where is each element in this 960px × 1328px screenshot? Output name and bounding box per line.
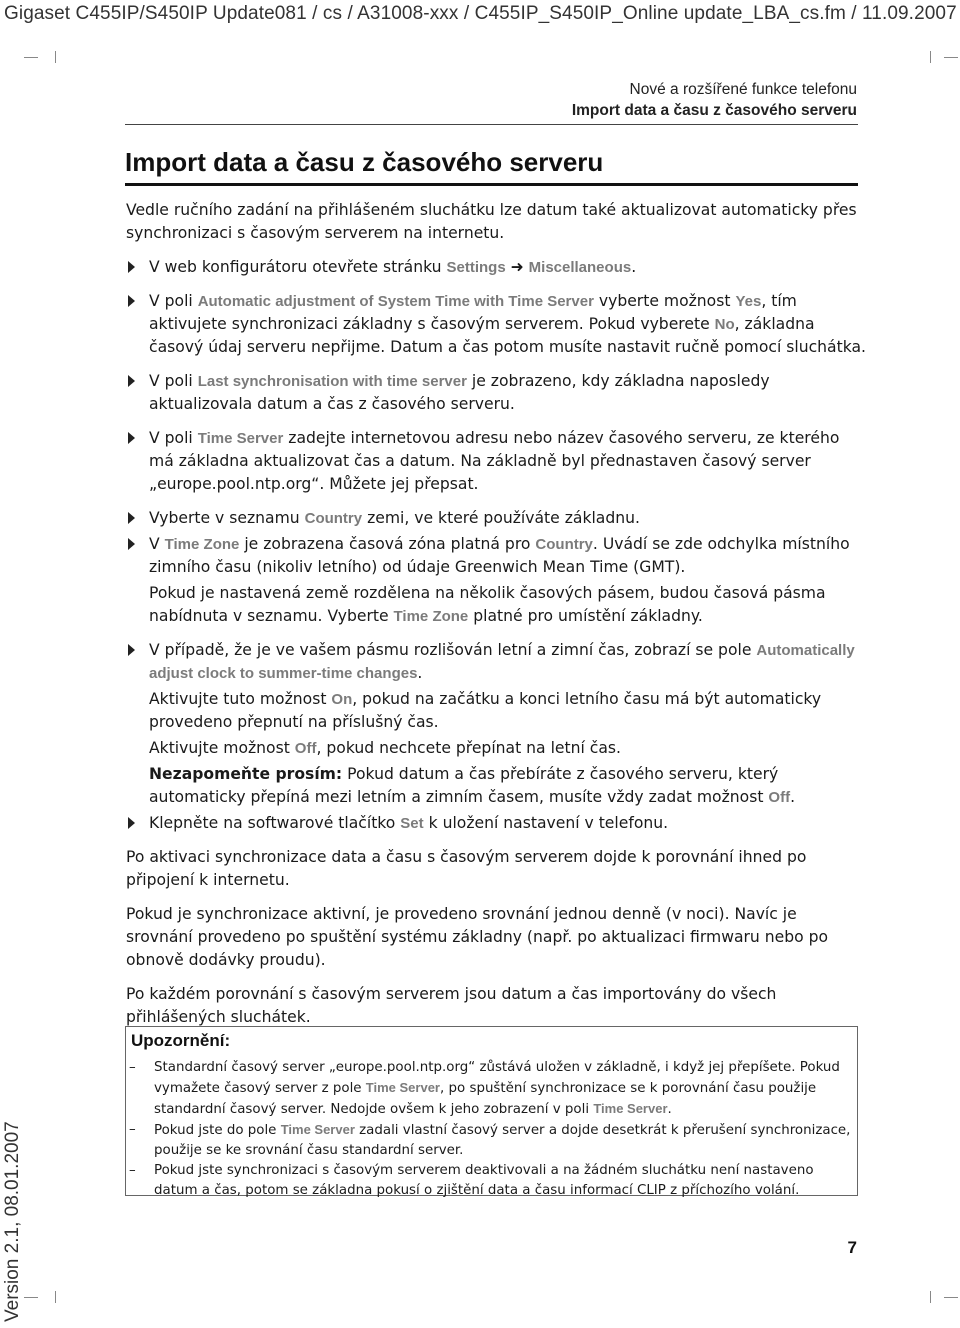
note-box: [125, 1026, 858, 1196]
bullet-arrow-icon: [128, 295, 135, 307]
sync-paragraph-2: Pokud je synchronizace aktivní, je provedeno srovnání jednou denně (v noci). Navíc je srovnání provedeno po spuštění systému základny (např. po aktualizaci firmwaru nebo po obnově dodávky proudu).: [126, 905, 829, 969]
sync-paragraph-1: Po aktivaci synchronizace data a času s časovým serverem dojde k porovnání ihned po připojení k internetu.: [126, 848, 807, 889]
sync-paragraph-3: Po každém porovnání s časovým serverem jsou datum a čas importovány do všech přihlášených sluchátek.: [126, 985, 777, 1026]
crop-mark: [55, 1291, 56, 1303]
running-head-section: Import data a času z časového serveru: [571, 102, 857, 119]
step-save: Klepněte na softwarové tlačítko Set k uložení nastavení v telefonu.: [126, 812, 866, 835]
summer-time-off: Aktivujte možnost Off, pokud nechcete přepínat na letní čas.: [149, 739, 621, 757]
note-title: Upozornění:: [131, 1031, 231, 1050]
time-zone-note: Pokud je nastavená země rozdělena na několik časových pásem, budou časová pásma nabídnuta v seznamu. Vyberte Time Zone platné pro umístění základny.: [149, 584, 826, 625]
page-title: Import data a času z časového serveru: [125, 147, 604, 177]
step-summer-time: V případě, že je ve vašem pásmu rozlišován letní a zimní čas, zobrazí se pole Automatically adjust clock to summer-time changes.: [126, 639, 866, 685]
header-rule: [125, 124, 858, 125]
bullet-arrow-icon: [128, 817, 135, 829]
crop-mark: [944, 1297, 958, 1298]
bullet-arrow-icon: [128, 261, 135, 273]
side-version-label: Version 2.1, 08.01.2007: [2, 1121, 23, 1322]
step-open-settings: V web konfigurátoru otevřete stránku Settings ➜ Miscellaneous.: [126, 256, 866, 279]
title-rule: [125, 183, 858, 186]
crop-mark: [930, 1291, 931, 1303]
running-head-chapter: Nové a rozšířené funkce telefonu: [629, 81, 857, 98]
main-content: [126, 199, 866, 1029]
step-last-sync: V poli Last synchronisation with time server je zobrazeno, kdy základna naposledy aktualizovala datum a čas z časového serveru.: [126, 370, 866, 416]
step-auto-adjust: V poli Automatic adjustment of System Time with Time Server vyberte možnost Yes, tím aktivujete synchronizaci základny s časovým serverem. Pokud vyberete No, základna časový údaj serveru nepřijme. Datum a čas potom musíte nastavit ručně pomocí sluchátka.: [126, 290, 866, 359]
summer-time-warning: Nezapomeňte prosím: Pokud datum a čas přebíráte z časového serveru, který automaticky přepíná mezi letním a zimním časem, musíte vždy zadat možnost Off.: [149, 765, 796, 806]
bullet-arrow-icon: [128, 432, 135, 444]
crop-mark: [24, 1297, 38, 1298]
crop-mark: [930, 51, 931, 63]
note-list: [126, 1058, 857, 1201]
intro-paragraph: Vedle ručního zadání na přihlášeném sluchátku lze datum také aktualizovat automaticky přes synchronizaci s časovým serverem na internetu.: [126, 201, 857, 242]
step-country: Vyberte v seznamu Country zemi, ve které používáte základnu.: [126, 507, 866, 530]
bullet-arrow-icon: [128, 644, 135, 656]
note-item: – Pokud jste do pole Time Server zadali vlastní časový server a dojde desetkrát k přerušení synchronizace, použije se ke srovnání času standardní server.: [129, 1122, 851, 1158]
note-item: – Standardní časový server „europe.pool.ntp.org“ zůstává uložen v základně, i když jej přepíšete. Pokud vymažete časový server z pole Time Server, po spuštění synchronizace se k porovnání času použije standardní časový server. Nedojde ovšem k jeho zobrazení v poli Time Server.: [129, 1060, 840, 1117]
step-time-server: V poli Time Server zadejte internetovou adresu nebo název časového serveru, ze kterého má základna aktualizovat čas a datum. Na základně byl přednastaven časový server „europe.pool.ntp.org“. Můžete jej přepsat.: [126, 427, 866, 496]
summer-time-on: Aktivujte tuto možnost On, pokud na začátku a konci letního času má být automaticky provedeno přepnutí na příslušný čas.: [149, 690, 822, 731]
note-item: – Pokud jste synchronizaci s časovým serverem deaktivovali a na žádném sluchátku není nastaveno datum a čas, potom se základna pokusí o zjištění data a času informací CLIP z příchozího volání.: [129, 1163, 814, 1198]
crop-mark: [24, 57, 38, 58]
crop-mark: [944, 57, 958, 58]
step-time-zone: V Time Zone je zobrazena časová zóna platná pro Country. Uvádí se zde odchylka místního zimního času (nikoliv letního) od údaje Greenwich Mean Time (GMT).: [126, 533, 866, 579]
crop-mark: [55, 51, 56, 63]
bullet-arrow-icon: [128, 538, 135, 550]
document-header-id: Gigaset C455IP/S450IP Update081 / cs / A31008-xxx / C455IP_S450IP_Online update_LBA_cs.fm / 11.09.2007: [4, 3, 957, 24]
bullet-arrow-icon: [128, 512, 135, 524]
page-number: 7: [847, 1238, 857, 1257]
bullet-arrow-icon: [128, 375, 135, 387]
